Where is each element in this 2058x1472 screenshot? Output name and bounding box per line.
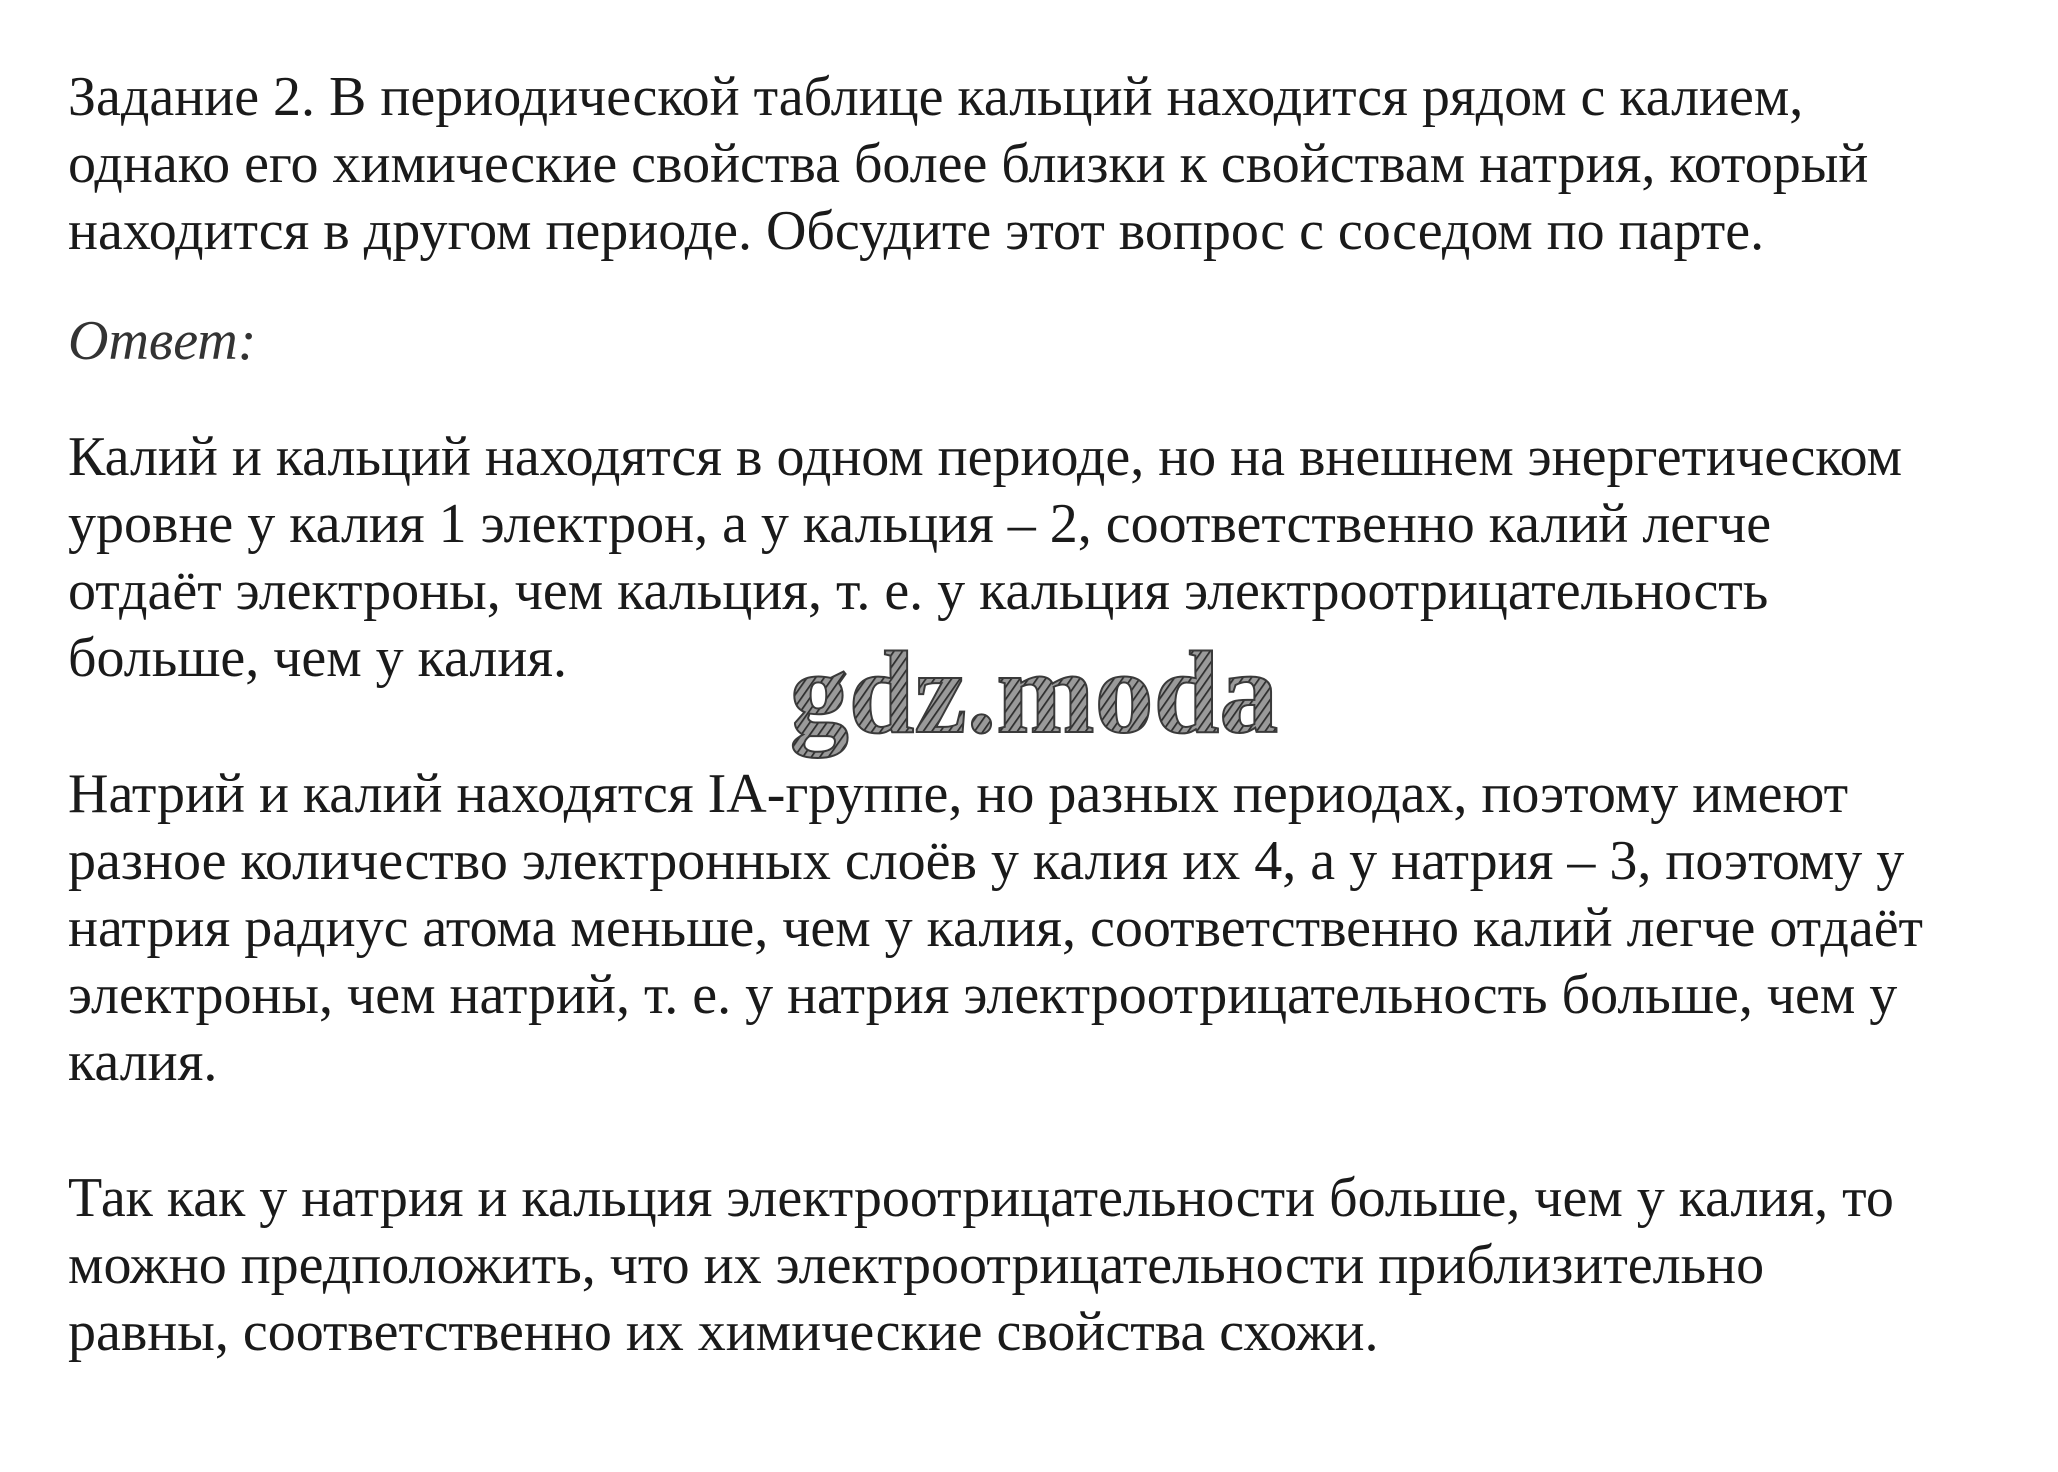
answer-line: Калий и кальций находятся в одном периоде, но на внешнем энергетическом (68, 426, 1903, 488)
answer-line: электроны, чем натрий, т. е. у натрия электроотрицательность больше, чем у (68, 964, 1898, 1026)
answer-line: разное количество электронных слоёв у калия их 4, а у натрия – 3, поэтому у (68, 830, 1905, 892)
answer-line: можно предположить, что их электроотрицательности приблизительно (68, 1234, 1765, 1296)
answer-line: Натрий и калий находятся IA-группе, но разных периодах, поэтому имеют (68, 763, 1849, 825)
task-line: Задание 2. В периодической таблице кальций находится рядом с калием, (68, 66, 1804, 128)
watermark-text: gdz.moda (789, 632, 1279, 758)
answer-line: калия. (68, 1031, 218, 1093)
answer-paragraph-3 (68, 1165, 2028, 1366)
task-line: находится в другом периоде. Обсудите этот вопрос с соседом по парте. (68, 200, 1765, 262)
task-statement (68, 64, 2028, 265)
answer-line: больше, чем у калия. (68, 627, 568, 689)
answer-line: отдаёт электроны, чем кальция, т. е. у кальция электроотрицательность (68, 560, 1769, 622)
watermark-logo (744, 632, 1324, 772)
answer-paragraph-2 (68, 761, 2028, 1096)
answer-line: Так как у натрия и кальция электроотрицательности больше, чем у калия, то (68, 1167, 1894, 1229)
answer-line: равны, соответственно их химические свойства схожи. (68, 1301, 1379, 1363)
answer-line: уровне у калия 1 электрон, а у кальция – 2, соответственно калий легче (68, 493, 1772, 555)
task-line: однако его химические свойства более близки к свойствам натрия, который (68, 133, 1869, 195)
answer-line: натрия радиус атома меньше, чем у калия, соответственно калий легче отдаёт (68, 897, 1924, 959)
answer-label: Ответ: (68, 310, 257, 372)
